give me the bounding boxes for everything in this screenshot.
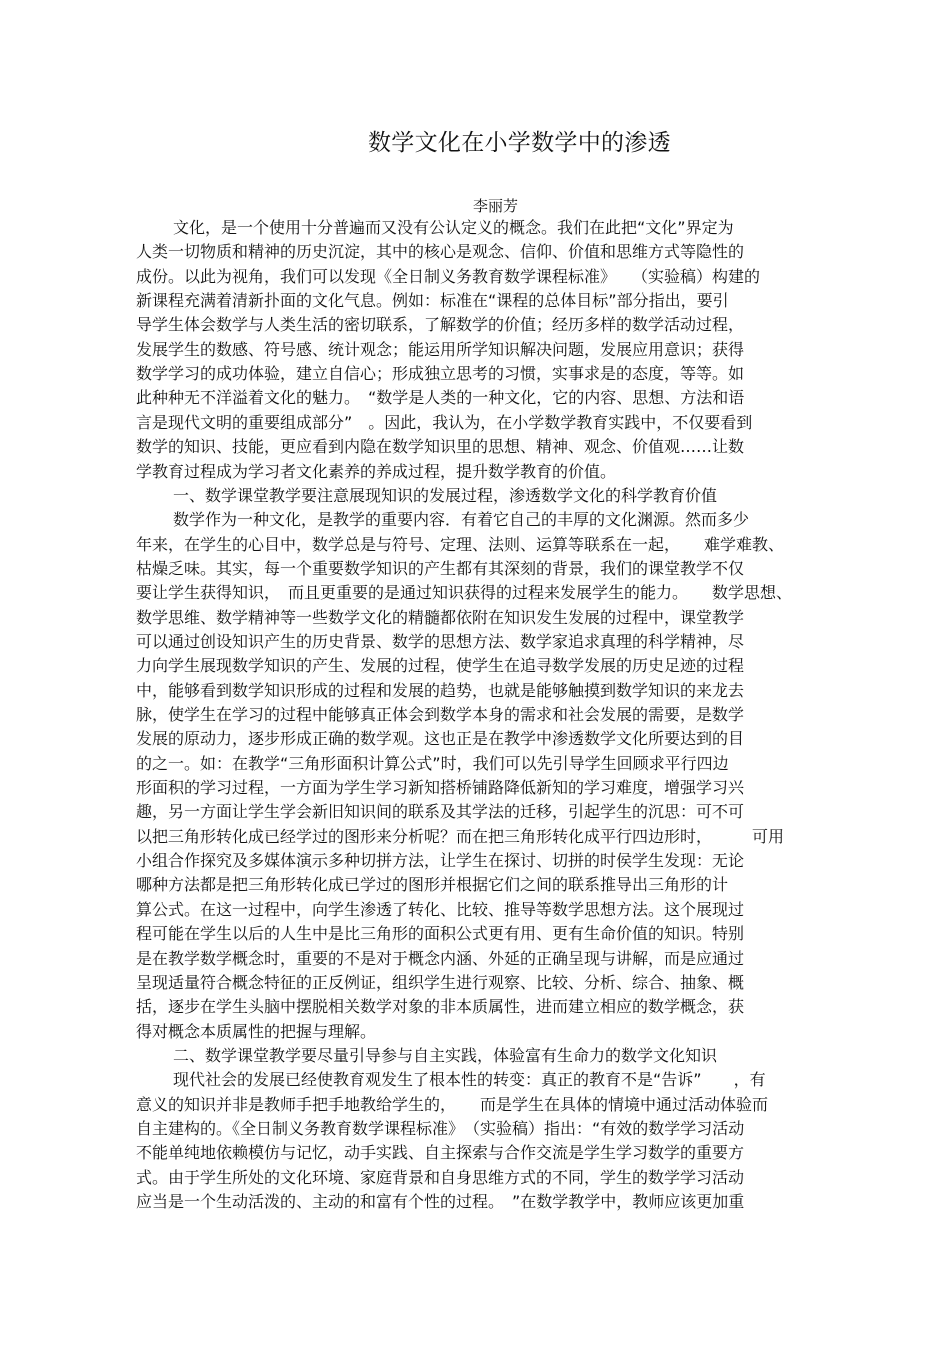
body-line: 发展学生的数感、符号感、统计观念；能运用所学知识解决问题，发展应用意识；获得 [136, 339, 745, 359]
body-line: 导学生体会数学与人类生活的密切联系，了解数学的价值；经历多样的数学活动过程， [136, 315, 745, 335]
body-line: 要让学生获得知识， 而且更重要的是通过知识获得的过程来发展学生的能力。 数学思想、 [136, 583, 793, 603]
body-line: 数学思维、数学精神等一些数学文化的精髓都依附在知识发生发展的过程中，课堂教学 [136, 607, 745, 627]
body-line: 成份。以此为视角，我们可以发现《全日制义务教育数学课程标准》 （实验稿）构建的 [136, 266, 761, 286]
body-line: 自主建构的。《全日制义务教育数学课程标准》 （实验稿）指出：“有效的数学学习活动 [136, 1118, 745, 1138]
body-line: 学教育过程成为学习者文化素养的养成过程，提升数学教育的价值。 [136, 461, 617, 481]
body-line: 数学的知识、技能，更应看到内隐在数学知识里的思想、精神、观念、价值观……让数 [136, 437, 745, 457]
body-line: 不能单纯地依赖模仿与记忆，动手实践、自主探索与合作交流是学生学习数学的重要方 [136, 1143, 745, 1163]
body-line: 年来，在学生的心目中，数学总是与符号、定理、法则、运算等联系在一起， 难学难教、 [136, 534, 785, 554]
body-line: 以把三角形转化成已经学过的图形来分析呢？而在把三角形转化成平行四边形时， 可用 [136, 826, 785, 846]
body-line: 人类一切物质和精神的历史沉淀，其中的核心是观念、信仰、价值和思维方式等隐性的 [136, 242, 745, 262]
body-line: 现代社会的发展已经使教育观发生了根本性的转变：真正的教育不是“告诉” ，有 [173, 1070, 766, 1090]
body-line: 得对概念本质属性的把握与理解。 [136, 1021, 377, 1041]
body-line: 脉，使学生在学习的过程中能够真正体会到数学本身的需求和社会发展的需要，是数学 [136, 705, 745, 724]
body-line: 算公式。在这一过程中，向学生渗透了转化、比较、推导等数学思想方法。这个展现过 [136, 899, 745, 919]
body-line: 是在教学数学概念时，重要的不是对于概念内涵、外延的正确呈现与讲解，而是应通过 [136, 948, 745, 968]
document-author: 李丽芳 [473, 197, 519, 215]
body-line: 可以通过创设知识产生的历史背景、数学的思想方法、数学家追求真理的科学精神，尽 [136, 631, 745, 651]
body-line: 一、数学课堂教学要注意展现知识的发展过程，渗透数学文化的科学教育价值 [173, 485, 718, 505]
body-line: 程可能在学生以后的人生中是比三角形的面积公式更有用、更有生命价值的知识。特别 [136, 924, 745, 944]
body-line: 括，逐步在学生头脑中摆脱相关数学对象的非本质属性，进而建立相应的数学概念，获 [136, 997, 745, 1017]
body-line: 言是现代文明的重要组成部分” 。因此，我认为，在小学数学教育实践中，不仅要看到 [136, 412, 753, 432]
body-line: 哪种方法都是把三角形转化成已学过的图形并根据它们之间的联系推导出三角形的计 [136, 875, 729, 895]
body-line: 枯燥乏味。其实，每一个重要数学知识的产生都有其深刻的背景，我们的课堂教学不仅 [136, 558, 745, 578]
body-line: 呈现适量符合概念特征的正反例证，组织学生进行观察、比较、分析、综合、抽象、概 [136, 972, 745, 992]
body-line: 趣，另一方面让学生学会新旧知识间的联系及其学法的迁移，引起学生的沉思：可不可 [136, 802, 745, 822]
body-line: 数学学习的成功体验，建立自信心；形成独立思考的习惯，实事求是的态度，等等。如 [136, 364, 745, 384]
body-line: 此种种无不洋溢着文化的魅力。 “数学是人类的一种文化，它的内容、思想、方法和语 [136, 388, 745, 408]
body-line: 的之一。如：在教学“三角形面积计算公式”时，我们可以先引导学生回顾求平行四边 [136, 753, 729, 773]
document-title: 数学文化在小学数学中的渗透 [368, 130, 671, 156]
body-line: 意义的知识并非是教师手把手地教给学生的， 而是学生在具体的情境中通过活动体验而 [136, 1094, 769, 1114]
body-line: 文化，是一个使用十分普遍而又没有公认定义的概念。我们在此把“文化”界定为 [173, 218, 734, 237]
body-line: 形面积的学习过程，一方面为学生学习新知搭桥铺路降低新知的学习难度，增强学习兴 [136, 778, 745, 798]
body-line: 应当是一个生动活泼的、主动的和富有个性的过程。 ”在数学教学中，教师应该更加重 [136, 1192, 745, 1211]
body-line: 力向学生展现数学知识的产生、发展的过程，使学生在追寻数学发展的历史足迹的过程 [136, 656, 745, 676]
body-line: 数学作为一种文化，是教学的重要内容．有着它自己的丰厚的文化渊源。然而多少 [173, 510, 750, 530]
body-line: 式。由于学生所处的文化环境、家庭背景和自身思维方式的不同，学生的数学学习活动 [136, 1167, 745, 1187]
body-line: 发展的原动力，逐步形成正确的数学观。这也正是在教学中渗透数学文化所要达到的目 [136, 729, 745, 749]
body-line: 二、数学课堂教学要尽量引导参与自主实践，体验富有生命力的数学文化知识 [173, 1045, 718, 1065]
body-line: 新课程充满着清新扑面的文化气息。例如：标准在“课程的总体目标”部分指出，要引 [136, 291, 729, 311]
body-line: 中，能够看到数学知识形成的过程和发展的趋势，也就是能够触摸到数学知识的来龙去 [136, 680, 745, 700]
body-line: 小组合作探究及多媒体演示多种切拼方法，让学生在探讨、切拼的时侯学生发现：无论 [136, 851, 745, 871]
